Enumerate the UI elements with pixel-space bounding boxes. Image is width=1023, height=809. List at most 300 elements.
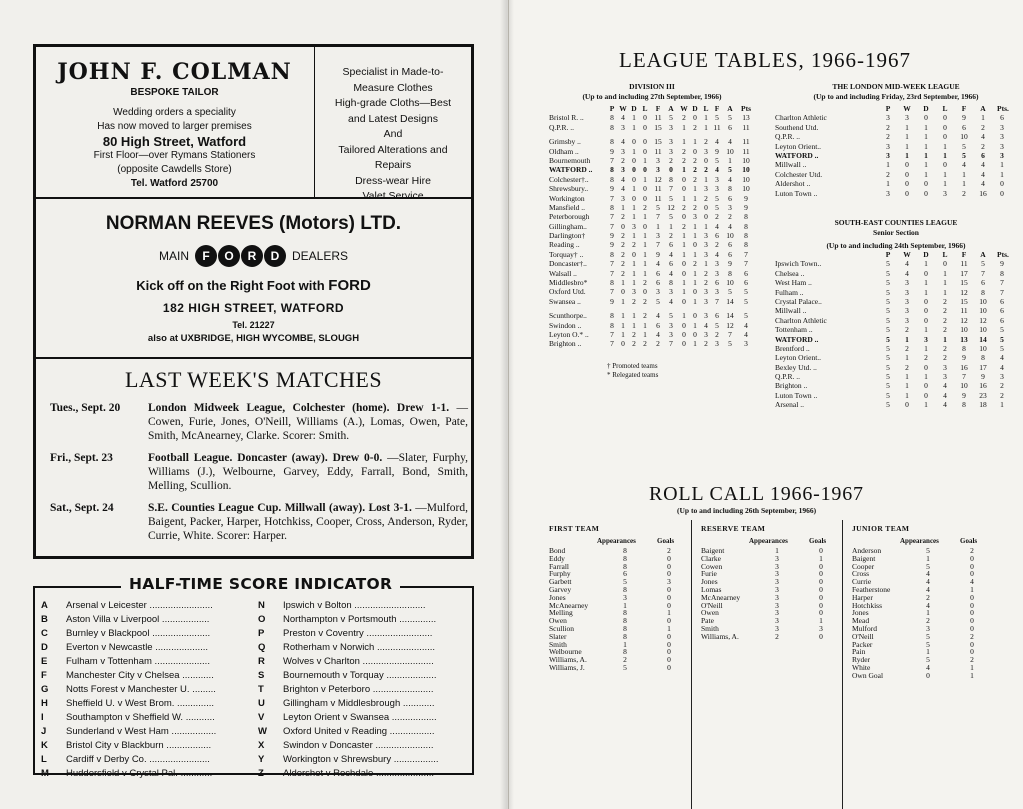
table-cell: 9 <box>728 259 732 269</box>
table-cell: 8 <box>962 343 966 353</box>
hts-row <box>258 670 478 684</box>
table-cell: 2 <box>943 343 947 353</box>
table-row <box>549 212 769 221</box>
table-cell: 4 <box>744 329 748 339</box>
table-cell: 0 <box>693 311 697 321</box>
table-cell: 0 <box>632 155 636 165</box>
table-cell: 2 <box>693 165 697 175</box>
ford-logo-letter: F <box>195 245 217 267</box>
colman-line1: Wedding orders a speciality <box>113 107 236 118</box>
player-appearances: 5 <box>926 561 930 571</box>
table-cell: 4 <box>981 169 985 179</box>
table-cell: 1 <box>905 390 909 400</box>
hts-row <box>41 670 261 684</box>
table-cell: 1 <box>669 221 673 231</box>
table-cell: 5 <box>728 113 732 123</box>
player-appearances: 2 <box>926 616 930 626</box>
table-row <box>549 147 769 156</box>
table-cell: 2 <box>632 339 636 349</box>
player-appearances: 5 <box>926 631 930 641</box>
player-name: Garbett <box>549 577 572 587</box>
table-cell: 4 <box>704 320 708 330</box>
reeves-address: 182 HIGH STREET, WATFORD <box>162 301 345 315</box>
table-cell: 0 <box>924 268 928 278</box>
table-cell: 7 <box>1000 278 1004 288</box>
table-cell: 1 <box>632 184 636 194</box>
table-cell: 5 <box>656 202 660 212</box>
table-cell: 2 <box>643 339 647 349</box>
team-name: Grimsby .. <box>549 137 581 147</box>
midweek-heading <box>771 82 1021 102</box>
hts-letter: S <box>258 670 265 681</box>
player-appearances: 3 <box>775 561 779 571</box>
table-cell: 16 <box>960 362 968 372</box>
table-cell: 1 <box>643 249 647 259</box>
player-appearances: 8 <box>623 616 627 626</box>
table-cell: 7 <box>744 249 748 259</box>
player-appearances: 5 <box>623 662 627 672</box>
team-name: Shrewsbury.. <box>549 184 589 194</box>
player-appearances: 4 <box>926 584 930 594</box>
player-name: Williams, A. <box>549 655 587 665</box>
table-cell: 4 <box>621 113 625 123</box>
team-name: Q.P.R. .. <box>775 372 801 382</box>
table-cell: 11 <box>713 122 721 132</box>
secl-section: Senior Section <box>873 228 919 237</box>
match-headline: S.E. Counties League Cup. Millwall (away). Lost 3-1. <box>148 502 412 514</box>
table-cell: 12 <box>654 174 662 184</box>
table-cell: 2 <box>682 146 686 156</box>
player-name: Featherstone <box>852 584 891 594</box>
table-cell: 11 <box>654 146 662 156</box>
table-cell: 3 <box>704 311 708 321</box>
table-cell: 14 <box>979 334 987 344</box>
hts-row <box>258 642 478 656</box>
team-name: Colchester Utd. <box>775 169 823 179</box>
table-cell: 1 <box>632 320 636 330</box>
table-row <box>549 311 769 320</box>
player-goals: 0 <box>819 631 823 641</box>
hts-letter: U <box>258 698 265 709</box>
table-cell: 4 <box>669 249 673 259</box>
ford-dealers-line <box>36 245 471 267</box>
table-row <box>549 184 769 193</box>
table-cell: 4 <box>943 400 947 410</box>
table-cell: 0 <box>632 165 636 175</box>
table-cell: 8 <box>610 165 614 175</box>
table-header-row <box>549 104 769 113</box>
player-name: Furphy <box>549 569 571 579</box>
player-name: Welbourne <box>549 647 582 657</box>
column-header: P <box>609 104 615 113</box>
hts-fixture: Brighton v Peterboro ....................... <box>283 684 434 695</box>
table-cell: 1 <box>682 240 686 250</box>
table-cell: 16 <box>979 381 987 391</box>
table-cell: 2 <box>704 193 708 203</box>
column-header: F <box>655 104 661 113</box>
team-name: Oxford Utd. <box>549 287 586 297</box>
team-name: Luton Town .. <box>775 390 818 400</box>
table-cell: 0 <box>643 137 647 147</box>
table-cell: 1 <box>924 287 928 297</box>
hts-row <box>41 726 261 740</box>
table-cell: 0 <box>693 287 697 297</box>
team-name: Torquay† .. <box>549 249 584 259</box>
table-cell: 2 <box>632 296 636 306</box>
table-cell: 4 <box>621 174 625 184</box>
table-cell: 0 <box>632 137 636 147</box>
match-report <box>148 451 468 493</box>
table-cell: 1 <box>924 400 928 410</box>
table-cell: 14 <box>726 311 734 321</box>
table-cell: 2 <box>704 278 708 288</box>
table-cell: 3 <box>621 193 625 203</box>
roll-row <box>701 633 841 641</box>
player-name: Harper <box>852 592 873 602</box>
table-cell: 2 <box>693 122 697 132</box>
hts-row <box>258 684 478 698</box>
table-cell: 2 <box>656 339 660 349</box>
table-cell: 2 <box>682 202 686 212</box>
table-cell: 7 <box>610 193 614 203</box>
table-cell: 9 <box>610 296 614 306</box>
reeves-branches: also at UXBRIDGE, HIGH WYCOMBE, SLOUGH <box>147 333 360 344</box>
table-cell: 5 <box>886 390 890 400</box>
player-name: Own Goal <box>852 670 884 680</box>
table-cell: 11 <box>742 137 750 147</box>
hts-row <box>41 698 261 712</box>
team-name: Brighton .. <box>549 339 582 349</box>
table-cell: 4 <box>981 132 985 142</box>
team-name: WATFORD .. <box>775 334 819 344</box>
table-cell: 3 <box>715 339 719 349</box>
half-time-score-indicator <box>33 575 474 779</box>
hts-letter: Q <box>258 642 266 653</box>
table-cell: 8 <box>744 240 748 250</box>
table-cell: 0 <box>643 193 647 203</box>
table-row <box>549 259 769 268</box>
table-cell: 0 <box>693 113 697 123</box>
colman-service: Tailored Alterations and <box>338 143 448 156</box>
table-cell: 0 <box>943 132 947 142</box>
table-cell: 2 <box>682 113 686 123</box>
table-row <box>775 400 1020 409</box>
colman-line3: First Floor—over Rymans Stationers <box>93 150 256 161</box>
table-cell: 1 <box>943 179 947 189</box>
dealers-label: DEALERS <box>291 249 349 263</box>
player-name: Ryder <box>852 655 871 665</box>
table-cell: 5 <box>715 202 719 212</box>
table-cell: 4 <box>943 381 947 391</box>
reeves-advert <box>36 199 471 359</box>
table-cell: 8 <box>610 174 614 184</box>
table-cell: 10 <box>726 231 734 241</box>
hts-letter: B <box>41 614 48 625</box>
table-cell: 0 <box>682 259 686 269</box>
table-row <box>549 113 769 122</box>
table-cell: 2 <box>669 155 673 165</box>
column-header: F <box>714 104 720 113</box>
player-name: Anderson <box>852 546 882 555</box>
table-cell: 1 <box>728 155 732 165</box>
team-name: Workington <box>549 193 585 203</box>
table-cell: 1 <box>943 287 947 297</box>
div3-title: DIVISION III <box>629 82 675 91</box>
table-cell: 0 <box>704 155 708 165</box>
column-header: A <box>980 104 986 113</box>
table-cell: 6 <box>715 311 719 321</box>
table-row <box>549 269 769 278</box>
team-title: RESERVE TEAM <box>701 524 766 533</box>
table-row <box>549 339 769 348</box>
player-name: Williams, A. <box>701 631 739 641</box>
table-cell: 11 <box>960 306 968 316</box>
table-cell: 4 <box>905 268 909 278</box>
column-header: W <box>680 104 688 113</box>
player-name: Garvey <box>549 584 572 594</box>
table-cell: 2 <box>643 278 647 288</box>
table-row <box>549 123 769 132</box>
team-name: Bexley Utd. .. <box>775 362 817 372</box>
team-name: Mansfield .. <box>549 202 586 212</box>
table-cell: 5 <box>1000 334 1004 344</box>
table-cell: 1 <box>905 141 909 151</box>
player-name: Mead <box>852 616 870 626</box>
table-cell: 3 <box>905 113 909 123</box>
table-cell: 0 <box>643 146 647 156</box>
table-cell: 3 <box>1000 122 1004 132</box>
table-cell: 3 <box>728 202 732 212</box>
column-header: A <box>980 250 986 259</box>
table-cell: 8 <box>610 202 614 212</box>
column-header: L <box>642 104 648 113</box>
table-cell: 1 <box>632 278 636 288</box>
table-cell: 1 <box>905 132 909 142</box>
team-name: WATFORD .. <box>775 150 819 160</box>
hts-fixture: Aston Villa v Liverpool .................. <box>66 614 210 625</box>
table-cell: 0 <box>905 188 909 198</box>
table-cell: 1 <box>693 184 697 194</box>
table-cell: 10 <box>742 174 750 184</box>
table-cell: 2 <box>621 155 625 165</box>
table-cell: 1 <box>682 311 686 321</box>
hts-row <box>41 628 261 642</box>
table-cell: 3 <box>886 141 890 151</box>
junior-team-column <box>852 524 992 680</box>
table-cell: 1 <box>643 329 647 339</box>
left-page <box>0 0 508 809</box>
table-cell: 6 <box>962 122 966 132</box>
table-cell: 0 <box>632 249 636 259</box>
team-name: Bournemouth <box>549 155 591 165</box>
colman-service: Specialist in Made-to- <box>342 66 444 78</box>
table-row <box>549 165 769 174</box>
table-cell: 5 <box>669 193 673 203</box>
table-cell: 1 <box>682 249 686 259</box>
player-goals: 2 <box>970 631 974 641</box>
player-goals: 4 <box>970 577 974 587</box>
table-cell: 5 <box>886 400 890 410</box>
player-goals: 0 <box>819 569 823 579</box>
team-name: Chelsea .. <box>775 268 805 278</box>
team-name: Leyton Orient.. <box>775 141 822 151</box>
hts-right-column <box>258 600 478 782</box>
player-name: McAnearney <box>701 592 741 602</box>
table-cell: 5 <box>886 343 890 353</box>
player-name: Smith <box>549 639 567 649</box>
hts-fixture: Bristol City v Blackburn ................. <box>66 740 212 751</box>
table-cell: 0 <box>682 268 686 278</box>
table-cell: 1 <box>682 137 686 147</box>
hts-fixture: Rotherham v Norwich ...................... <box>283 642 436 653</box>
hts-fixture: Leyton Orient v Swansea ................. <box>283 712 437 723</box>
team-name: Millwall .. <box>775 306 807 316</box>
hts-letter: M <box>41 768 49 779</box>
player-goals: 2 <box>667 546 671 555</box>
table-cell: 8 <box>744 231 748 241</box>
colman-advert-main <box>36 47 313 197</box>
player-goals: 0 <box>819 584 823 594</box>
player-goals: 0 <box>970 592 974 602</box>
hts-fixture: Sunderland v West Ham ................. <box>66 726 217 737</box>
table-cell: 10 <box>979 296 987 306</box>
table-cell: 8 <box>981 353 985 363</box>
table-cell: 1 <box>1000 400 1004 410</box>
player-appearances: 3 <box>623 592 627 602</box>
table-cell: 9 <box>610 231 614 241</box>
player-goals: 0 <box>970 600 974 610</box>
secl-title: SOUTH-EAST COUNTIES LEAGUE <box>834 218 958 227</box>
table-cell: 3 <box>704 287 708 297</box>
table-cell: 10 <box>960 381 968 391</box>
player-goals: 1 <box>970 584 974 594</box>
table-row <box>549 137 769 146</box>
table-cell: 10 <box>960 325 968 335</box>
advert-frame <box>33 44 474 559</box>
table-cell: 8 <box>669 174 673 184</box>
player-appearances: 4 <box>926 577 930 587</box>
table-row <box>775 151 1020 160</box>
hts-letter: C <box>41 628 48 639</box>
table-cell: 0 <box>682 212 686 222</box>
table-cell: 3 <box>704 240 708 250</box>
table-cell: 0 <box>924 306 928 316</box>
table-cell: 3 <box>886 188 890 198</box>
table-cell: 7 <box>744 259 748 269</box>
table-cell: 5 <box>715 320 719 330</box>
player-appearances: 6 <box>623 569 627 579</box>
team-name: Bristol R. .. <box>549 113 584 123</box>
table-cell: 6 <box>715 278 719 288</box>
table-cell: 1 <box>643 212 647 222</box>
hts-row <box>258 726 478 740</box>
table-cell: 7 <box>610 329 614 339</box>
team-name: Gillingham.. <box>549 221 587 231</box>
table-cell: 5 <box>728 287 732 297</box>
table-cell: 4 <box>656 329 660 339</box>
table-cell: 1 <box>704 221 708 231</box>
column-header: Pts <box>741 104 751 113</box>
table-cell: 4 <box>905 259 909 269</box>
table-cell: 4 <box>1000 353 1004 363</box>
table-cell: 4 <box>1000 362 1004 372</box>
player-goals: 0 <box>667 655 671 665</box>
table-cell: 7 <box>962 372 966 382</box>
table-cell: 2 <box>704 339 708 349</box>
table-cell: 6 <box>669 259 673 269</box>
table-cell: 10 <box>742 165 750 175</box>
player-goals: 1 <box>970 670 974 680</box>
player-goals: 0 <box>819 546 823 555</box>
table-cell: 9 <box>981 372 985 382</box>
div3-heading <box>537 82 767 102</box>
player-name: Scullion <box>549 623 575 633</box>
table-cell: 5 <box>728 165 732 175</box>
player-name: Cross <box>852 569 870 579</box>
table-cell: 9 <box>1000 259 1004 269</box>
table-cell: 2 <box>728 212 732 222</box>
roll-call-title: ROLL CALL 1966-1967 <box>649 483 864 505</box>
roll-row <box>549 664 689 672</box>
match-report <box>148 501 468 543</box>
table-cell: 6 <box>1000 296 1004 306</box>
match-detail: —Mulford, Baigent, Packer, Harper, Hotchkiss, Cooper, Cross, Anderson, Ryder, Currie, White. Scorer: Harper. <box>148 502 468 542</box>
table-cell: 2 <box>621 259 625 269</box>
hts-fixture: Aldershot v Rochdale ...................... <box>283 768 435 779</box>
right-page <box>508 0 1023 809</box>
table-row <box>775 363 1020 372</box>
player-goals: 0 <box>819 561 823 571</box>
hts-letter: K <box>41 740 48 751</box>
table-cell: 7 <box>610 212 614 222</box>
player-goals: 0 <box>970 569 974 579</box>
table-cell: 10 <box>742 155 750 165</box>
player-appearances: 8 <box>623 623 627 633</box>
table-cell: 5 <box>669 311 673 321</box>
kick-off-slogan <box>36 277 471 294</box>
table-cell: 5 <box>656 296 660 306</box>
table-cell: 2 <box>621 268 625 278</box>
table-cell: 12 <box>667 202 675 212</box>
table-cell: 1 <box>943 169 947 179</box>
table-cell: 9 <box>610 184 614 194</box>
table-cell: 0 <box>632 193 636 203</box>
table-cell: 5 <box>962 141 966 151</box>
table-cell: 0 <box>905 400 909 410</box>
player-goals: 0 <box>970 616 974 626</box>
table-cell: 0 <box>643 221 647 231</box>
table-cell: 5 <box>886 306 890 316</box>
table-cell: 3 <box>715 287 719 297</box>
table-cell: 10 <box>726 146 734 156</box>
table-cell: 3 <box>656 165 660 175</box>
table-cell: 5 <box>728 339 732 349</box>
table-cell: 1 <box>621 278 625 288</box>
table-row <box>549 194 769 203</box>
table-cell: 5 <box>886 268 890 278</box>
table-row <box>775 160 1020 169</box>
table-cell: 1 <box>886 179 890 189</box>
table-cell: 5 <box>886 381 890 391</box>
table-cell: 0 <box>924 179 928 189</box>
team-title: JUNIOR TEAM <box>852 524 910 533</box>
table-cell: 2 <box>682 155 686 165</box>
hts-fixture: Ipswich v Bolton ........................... <box>283 600 426 611</box>
roll-call-subtitle: (Up to and including 26th September, 1966) <box>677 506 817 515</box>
player-goals: 0 <box>667 647 671 657</box>
table-cell: 6 <box>1000 113 1004 123</box>
colman-service: Valet Service <box>362 190 424 202</box>
